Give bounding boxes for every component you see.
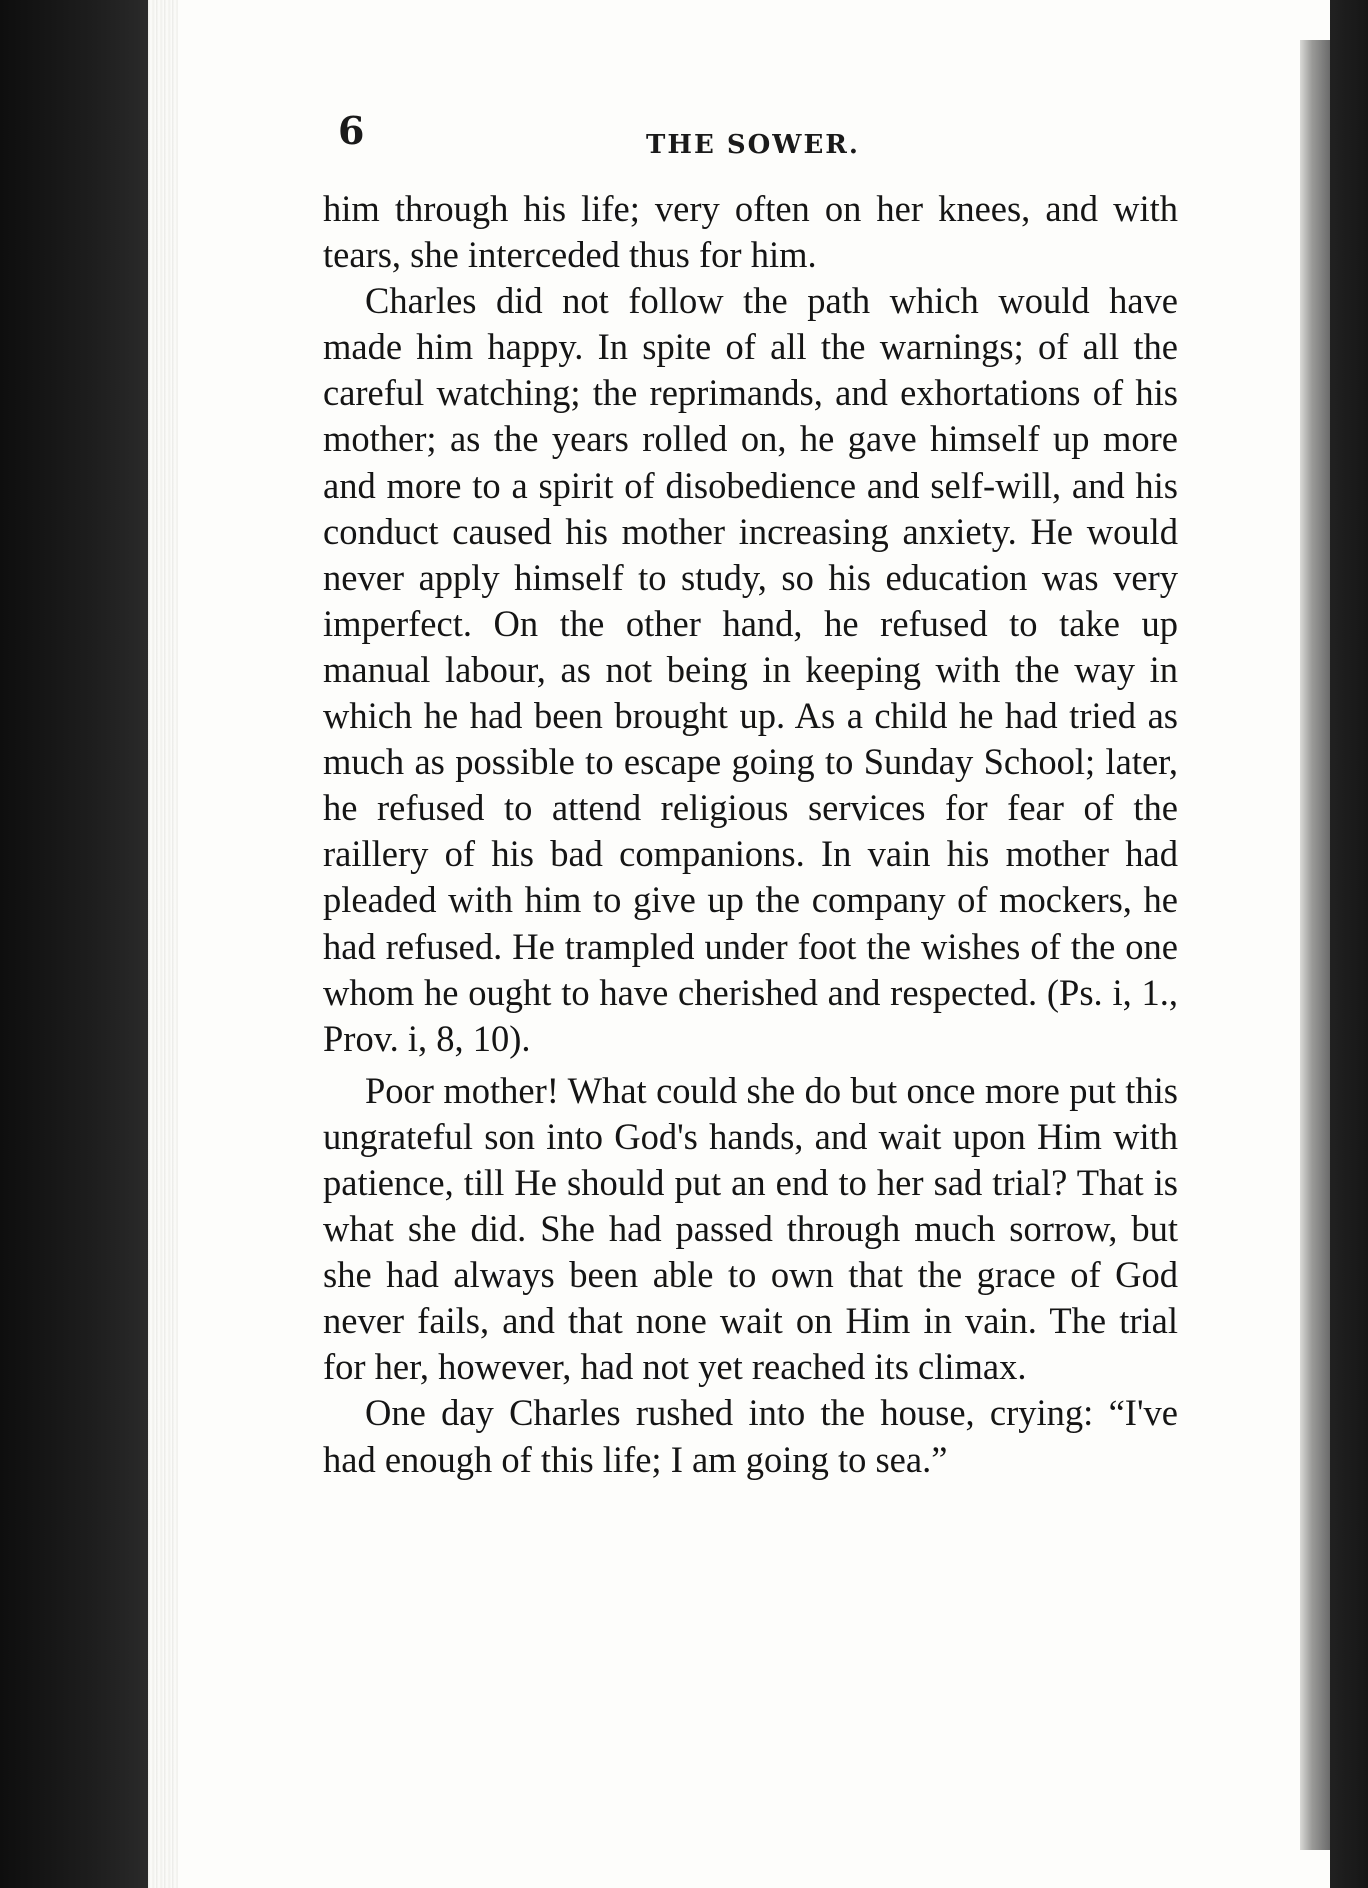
running-title: THE SOWER. (646, 130, 860, 160)
page-stack-edge (148, 0, 178, 1888)
running-head (338, 108, 1168, 168)
page-gutter-shadow (1300, 40, 1330, 1850)
page-number: 6 (338, 108, 365, 153)
book-page (148, 0, 1330, 1888)
paragraph: One day Charles rushed into the house, crying: “I've had enough of this life; I am going to sea.” (323, 1392, 1178, 1480)
paragraph: Charles did not follow the path which would have made him happy. In spite of all the warnings; of all the careful watching; the reprimands, and exhortations of his mother; as the years rolled on, he gave himself up more and more to a spirit of disobedience and self-will, and his conduct caused his mother increasing anxiety. He would never apply himself to study, so his education was very imperfect. On the other hand, he refused to take up manual labour, as not being in keeping with the way in which he had been brought up. As a child he had tried as much as possible to escape going to Sunday School; later, he refused to attend religious services for fear of the raillery of his bad companions. In vain his mother had pleaded with him to give up the company of mockers, he had refused. He trampled under foot the wishes of the one whom he ought to have cherished and respected. (Ps. i, 1., Prov. i, 8, 10). (323, 280, 1178, 1059)
paragraph-continued: him through his life; very often on her knees, and with tears, she interceded thus for him. (323, 188, 1178, 276)
paragraph: Poor mother! What could she do but once more put this ungrateful son into God's hands, and wait upon Him with patience, till He should put an end to her sad trial? That is what she did. She had passed through much sorrow, but she had always been able to own that the grace of God never fails, and that none wait on Him in vain. The trial for her, however, had not yet reached its climax. (323, 1069, 1178, 1388)
body-text (323, 186, 1178, 1483)
scan-left-border (0, 0, 150, 1888)
